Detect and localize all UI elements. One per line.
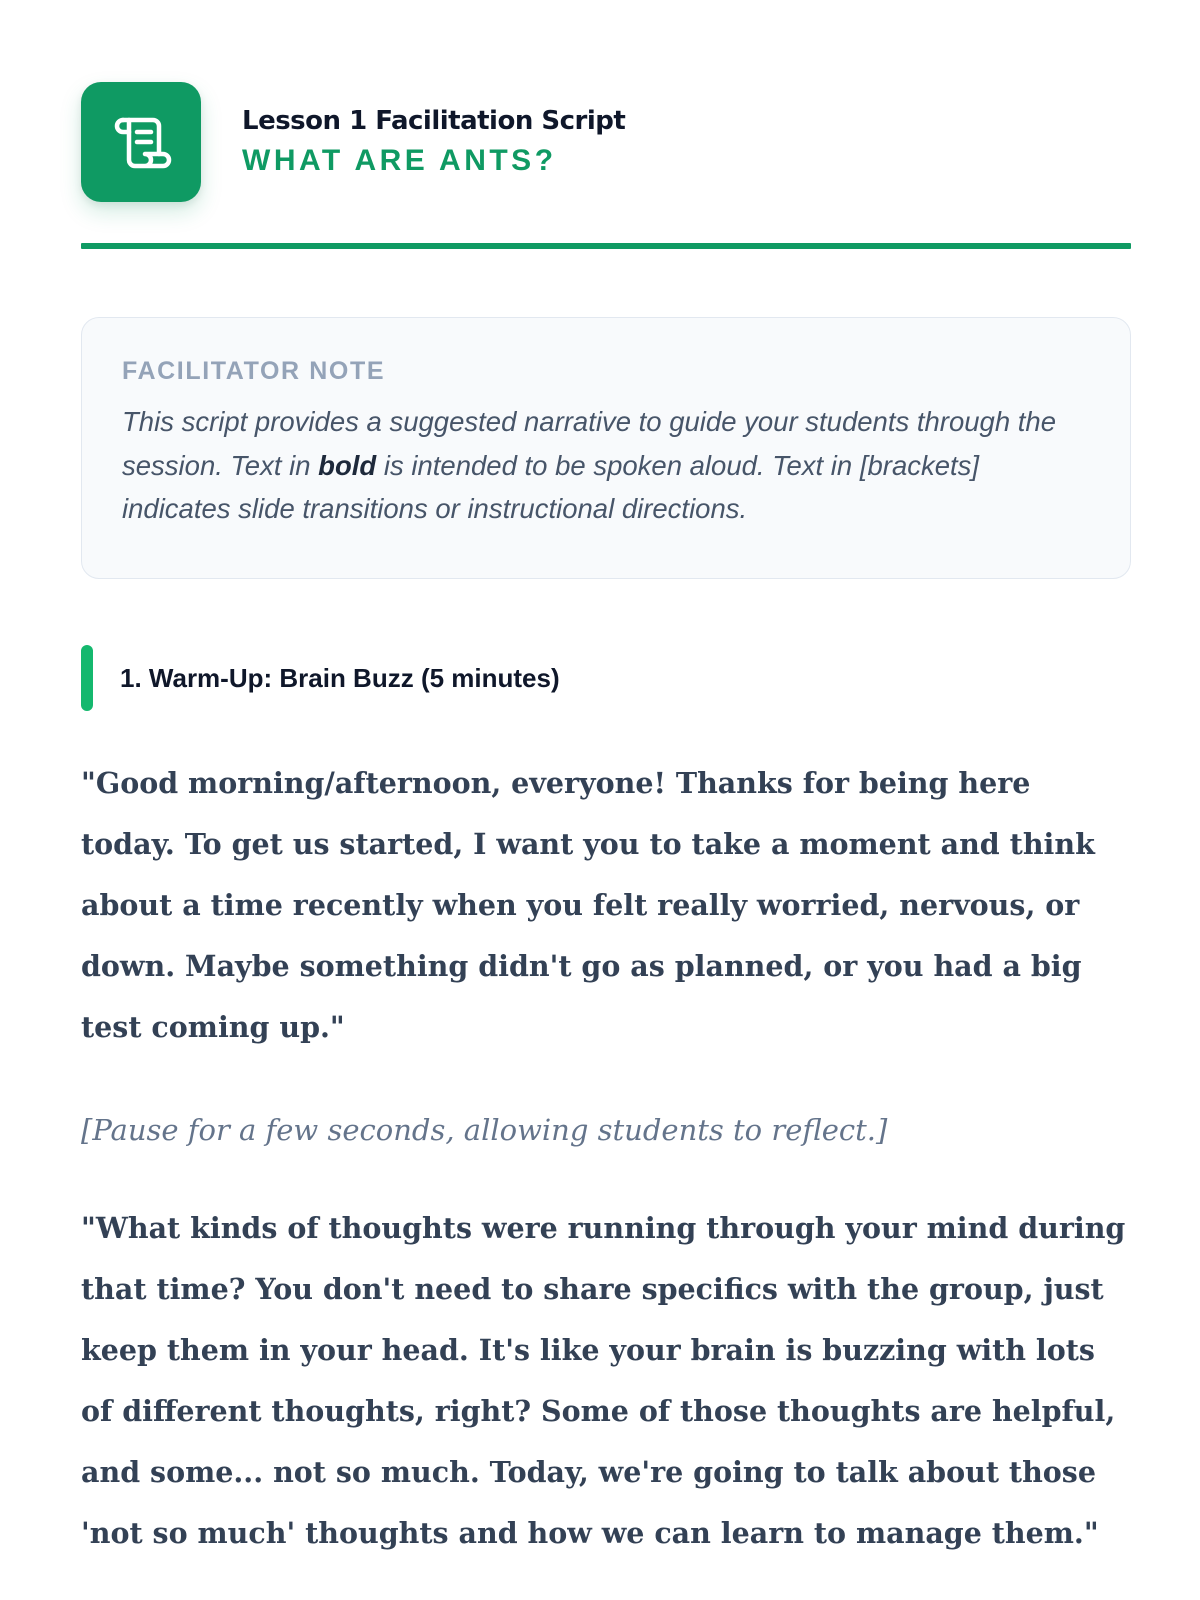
section-accent-bar	[81, 645, 93, 711]
section-title: 1. Warm-Up: Brain Buzz (5 minutes)	[120, 662, 560, 693]
scroll-icon	[109, 110, 173, 174]
header-text	[242, 104, 625, 180]
header-divider	[81, 243, 1131, 249]
note-text-bold: bold	[318, 449, 377, 481]
facilitator-note-text	[122, 400, 1090, 531]
document-header	[81, 82, 1131, 202]
section-heading	[81, 645, 1131, 711]
document-subtitle: WHAT ARE ANTS?	[242, 144, 557, 177]
facilitator-note-label: FACILITATOR NOTE	[122, 357, 386, 385]
lesson-logo	[81, 82, 201, 202]
instructional-direction: [Pause for a few seconds, allowing students to reflect.]	[81, 1113, 888, 1147]
spoken-paragraph-2: "What kinds of thoughts were running through your mind during that time? You don't need to share specifics with the group, just keep them in your head. It's like your brain is buzzing with lots of different thoughts, right? Some of those thoughts are helpful, and some... not so much. Today, we're going to talk about those 'not so much' thoughts and how we can learn to manage them."	[81, 1211, 1126, 1550]
note-text-part2: is intended to be spoken aloud. Text in [brackets] indicates slide transitions or instructional directions.	[122, 449, 980, 524]
note-text-part1: This script provides a suggested narrative to guide your students through the session. Text in	[122, 406, 1057, 481]
document-page	[81, 82, 1131, 1564]
facilitator-note	[81, 317, 1131, 579]
spoken-paragraph-1: "Good morning/afternoon, everyone! Thanks for being here today. To get us started, I want you to take a moment and think about a time recently when you felt really worried, nervous, or down. Maybe something didn't go as planned, or you had a big test coming up."	[81, 766, 1095, 1044]
document-title: Lesson 1 Facilitation Script	[242, 106, 626, 136]
